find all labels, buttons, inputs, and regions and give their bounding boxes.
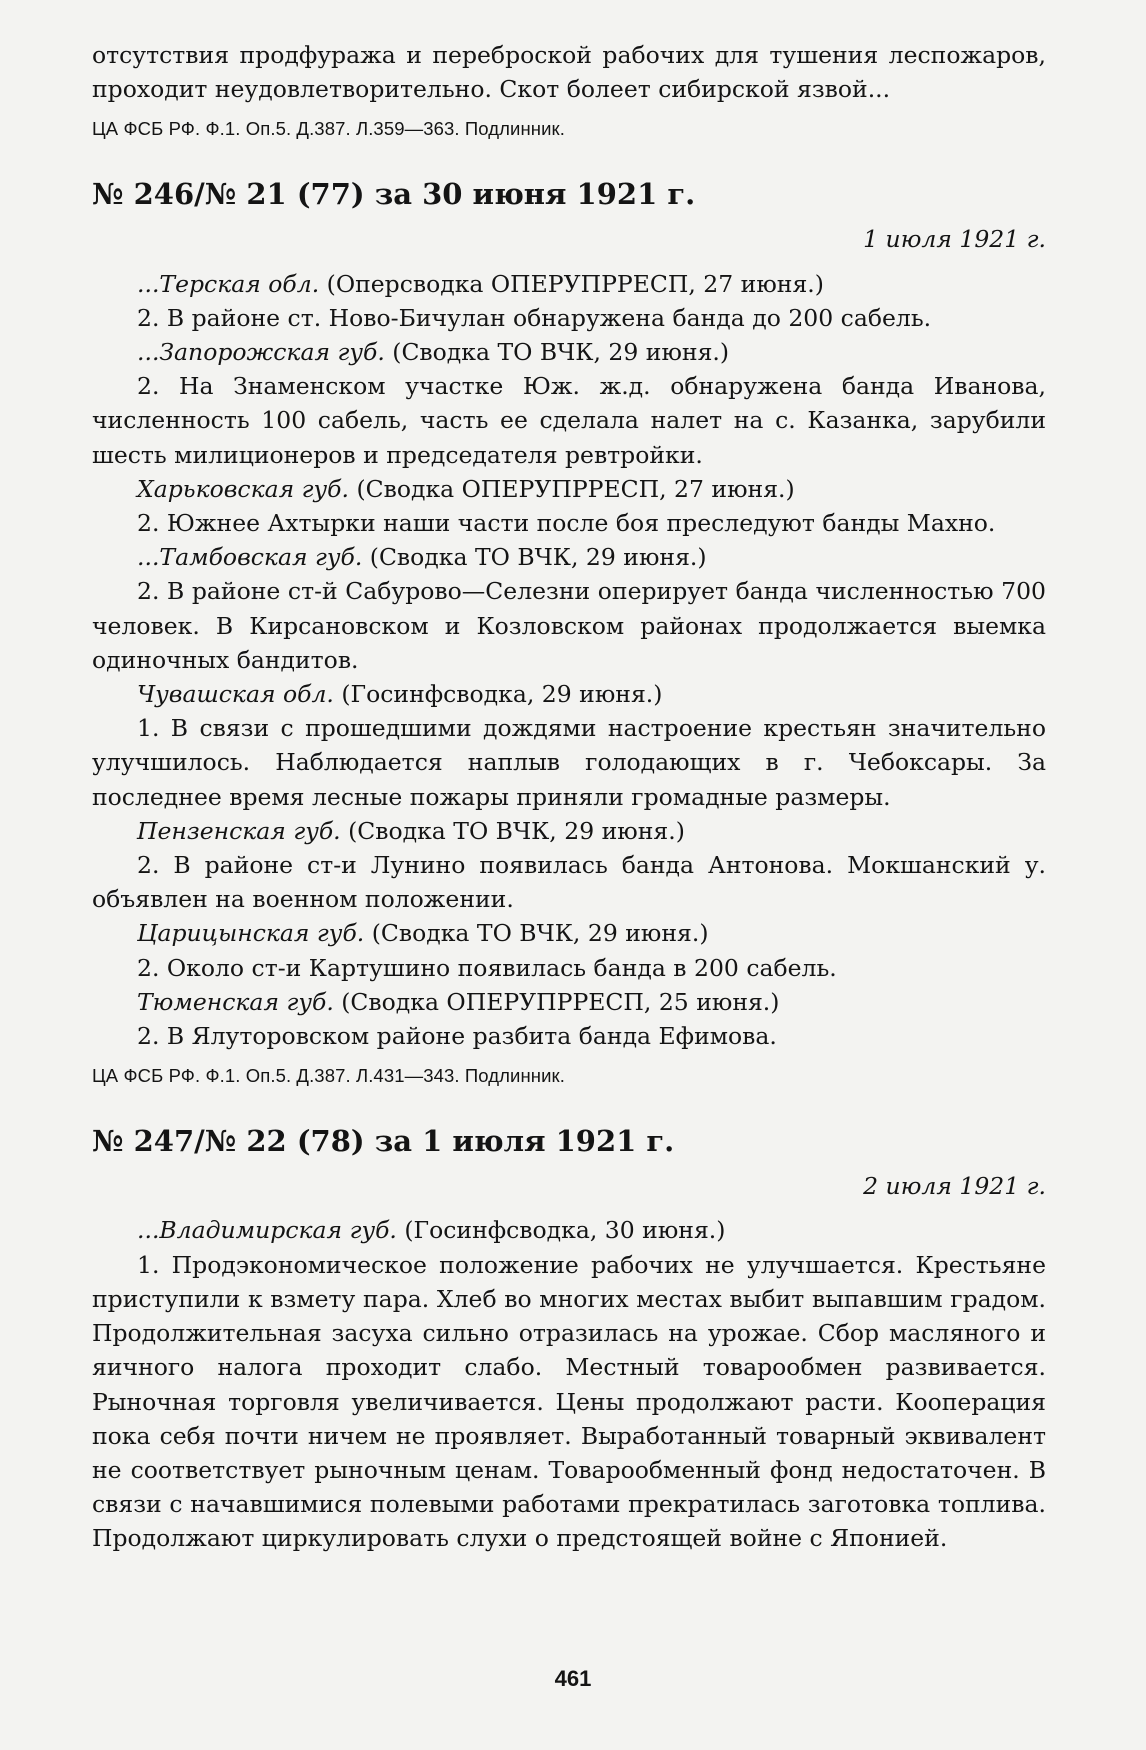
archive-source: ЦА ФСБ РФ. Ф.1. Оп.5. Д.387. Л.431—343. Подлинник. [92, 1065, 565, 1087]
region-line [92, 677, 1046, 711]
region-name: Чувашская обл. [137, 680, 334, 709]
region-source: (Сводка ТО ВЧК, 29 июня.) [340, 816, 685, 845]
report-text: 1. Продэкономическое положение рабочих не улучшается. Крестьяне приступили к взмету пара. Хлеб во многих местах выбит выпавшим градом. Продолжительная засуха сильно отразилась на урожае. Сбор масляного и яичного налога проходит слабо. Местный товарообмен развивается. Рыночная торговля увеличивается. Цены продолжают расти. Кооперация пока себя почти ничем не проявляет. Выработанный товарный эквивалент не соответствует рыночным ценам. Товарообменный фонд недостаточен. В связи с начавшимися полевыми работами прекратилась заготовка топлива. Продолжают циркулировать слухи о предстоящей войне с Японией. [92, 1250, 1046, 1553]
region-name: ...Терская обл. [137, 269, 320, 298]
report-entries [92, 267, 1046, 1054]
text-column [92, 38, 1046, 1556]
region-source: (Госинфсводка, 29 июня.) [333, 680, 663, 709]
report-text: 2. Около ст-и Картушино появилась банда в 200 сабель. [137, 953, 837, 982]
document-heading: № 247/№ 22 (78) за 1 июля 1921 г. [92, 1124, 675, 1159]
document-date: 1 июля 1921 г. [863, 225, 1046, 254]
region-source: (Оперсводка ОПЕРУПРРЕСП, 27 июня.) [319, 269, 824, 298]
intro-paragraph: отсутствия продфуража и переброской рабочих для тушения леспожаров, проходит неудовлетворительно. Скот болеет сибирской язвой... [92, 41, 1046, 104]
region-line [92, 472, 1046, 506]
region-source: (Госинфсводка, 30 июня.) [396, 1216, 726, 1245]
region-source: (Сводка ОПЕРУПРРЕСП, 25 июня.) [333, 987, 780, 1016]
report-text: 2. На Знаменском участке Юж. ж.д. обнаружена банда Иванова, численность 100 сабель, часть ее сделала налет на с. Казанка, зарубили шесть милиционеров и председателя ревтройки. [92, 372, 1046, 469]
region-name: ...Тамбовская губ. [137, 543, 363, 572]
report-text: 2. В районе ст-й Сабурово—Селезни оперирует банда численностью 700 человек. В Кирсановском и Козловском районах продолжается выемка одиночных бандитов. [92, 577, 1046, 674]
archive-source: ЦА ФСБ РФ. Ф.1. Оп.5. Д.387. Л.359—363. Подлинник. [92, 118, 565, 140]
report-text: 2. В Ялуторовском районе разбита банда Ефимова. [137, 1022, 777, 1051]
region-name: ...Владимирская губ. [137, 1216, 397, 1245]
region-name: Царицынская губ. [137, 919, 365, 948]
region-line [92, 267, 1046, 301]
region-source: (Сводка ТО ВЧК, 29 июня.) [362, 543, 707, 572]
region-source: (Сводка ТО ВЧК, 29 июня.) [364, 919, 709, 948]
page-number: 461 [554, 1666, 592, 1691]
region-line [92, 1213, 1046, 1247]
region-name: ...Запорожская губ. [137, 338, 385, 367]
region-line [92, 916, 1046, 950]
region-line [92, 814, 1046, 848]
document-heading: № 246/№ 21 (77) за 30 июня 1921 г. [92, 177, 696, 212]
region-name: Пензенская губ. [137, 816, 341, 845]
report-text: 1. В связи с прошедшими дождями настроение крестьян значительно улучшилось. Наблюдается наплыв голодающих в г. Чебоксары. За последнее время лесные пожары приняли громадные размеры. [92, 714, 1046, 811]
report-text: 2. Южнее Ахтырки наши части после боя преследуют банды Махно. [137, 509, 996, 538]
region-line [92, 540, 1046, 574]
region-name: Тюменская губ. [137, 987, 334, 1016]
document-date: 2 июля 1921 г. [863, 1172, 1046, 1201]
region-source: (Сводка ОПЕРУПРРЕСП, 27 июня.) [349, 474, 795, 503]
region-source: (Сводка ТО ВЧК, 29 июня.) [384, 338, 730, 367]
report-text: 2. В районе ст. Ново-Бичулан обнаружена банда до 200 сабель. [137, 303, 932, 332]
region-line [92, 985, 1046, 1019]
report-entries [92, 1213, 1046, 1555]
region-name: Харьковская губ. [137, 474, 349, 503]
region-line [92, 335, 1046, 369]
report-text: 2. В районе ст-и Лунино появилась банда Антонова. Мокшанский у. объявлен на военном положении. [92, 851, 1046, 914]
